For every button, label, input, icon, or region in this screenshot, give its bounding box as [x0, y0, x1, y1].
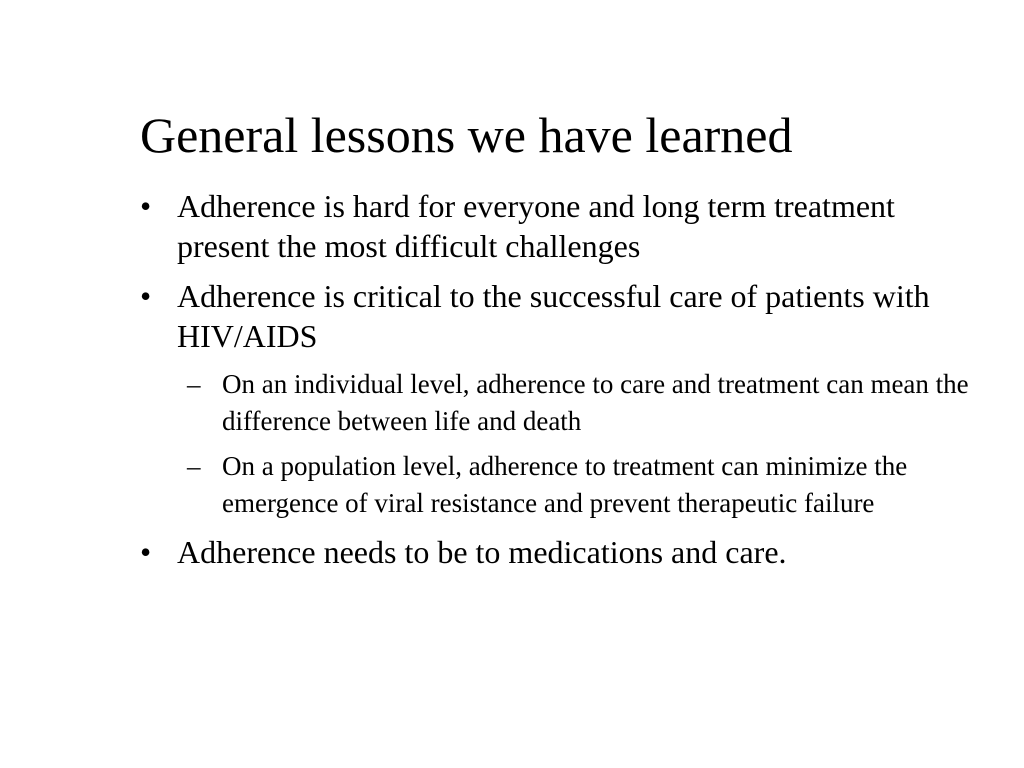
bullet-text: Adherence is hard for everyone and long term treatment present the most difficult challenges	[177, 188, 895, 264]
sub-bullet-text: On an individual level, adherence to care and treatment can mean the difference between life and death	[222, 369, 969, 436]
slide-title: General lessons we have learned	[140, 107, 793, 163]
bullet-marker: •	[140, 534, 152, 570]
sub-bullet-marker: –	[187, 369, 201, 399]
bullet-text: Adherence is critical to the successful care of patients with HIV/AIDS	[177, 278, 930, 354]
bullet-item	[140, 532, 1000, 572]
bullet-item	[140, 276, 1000, 522]
bullet-list	[140, 186, 1000, 582]
sub-bullet-item	[177, 366, 1000, 440]
sub-bullet-marker: –	[187, 451, 201, 481]
bullet-text: Adherence needs to be to medications and care.	[177, 534, 787, 570]
bullet-item	[140, 186, 1000, 266]
sub-bullet-text: On a population level, adherence to treatment can minimize the emergence of viral resistance and prevent therapeutic failure	[222, 451, 908, 518]
bullet-marker: •	[140, 188, 152, 224]
bullet-marker: •	[140, 278, 152, 314]
sub-bullet-list	[177, 366, 1000, 522]
sub-bullet-item	[177, 448, 1000, 522]
